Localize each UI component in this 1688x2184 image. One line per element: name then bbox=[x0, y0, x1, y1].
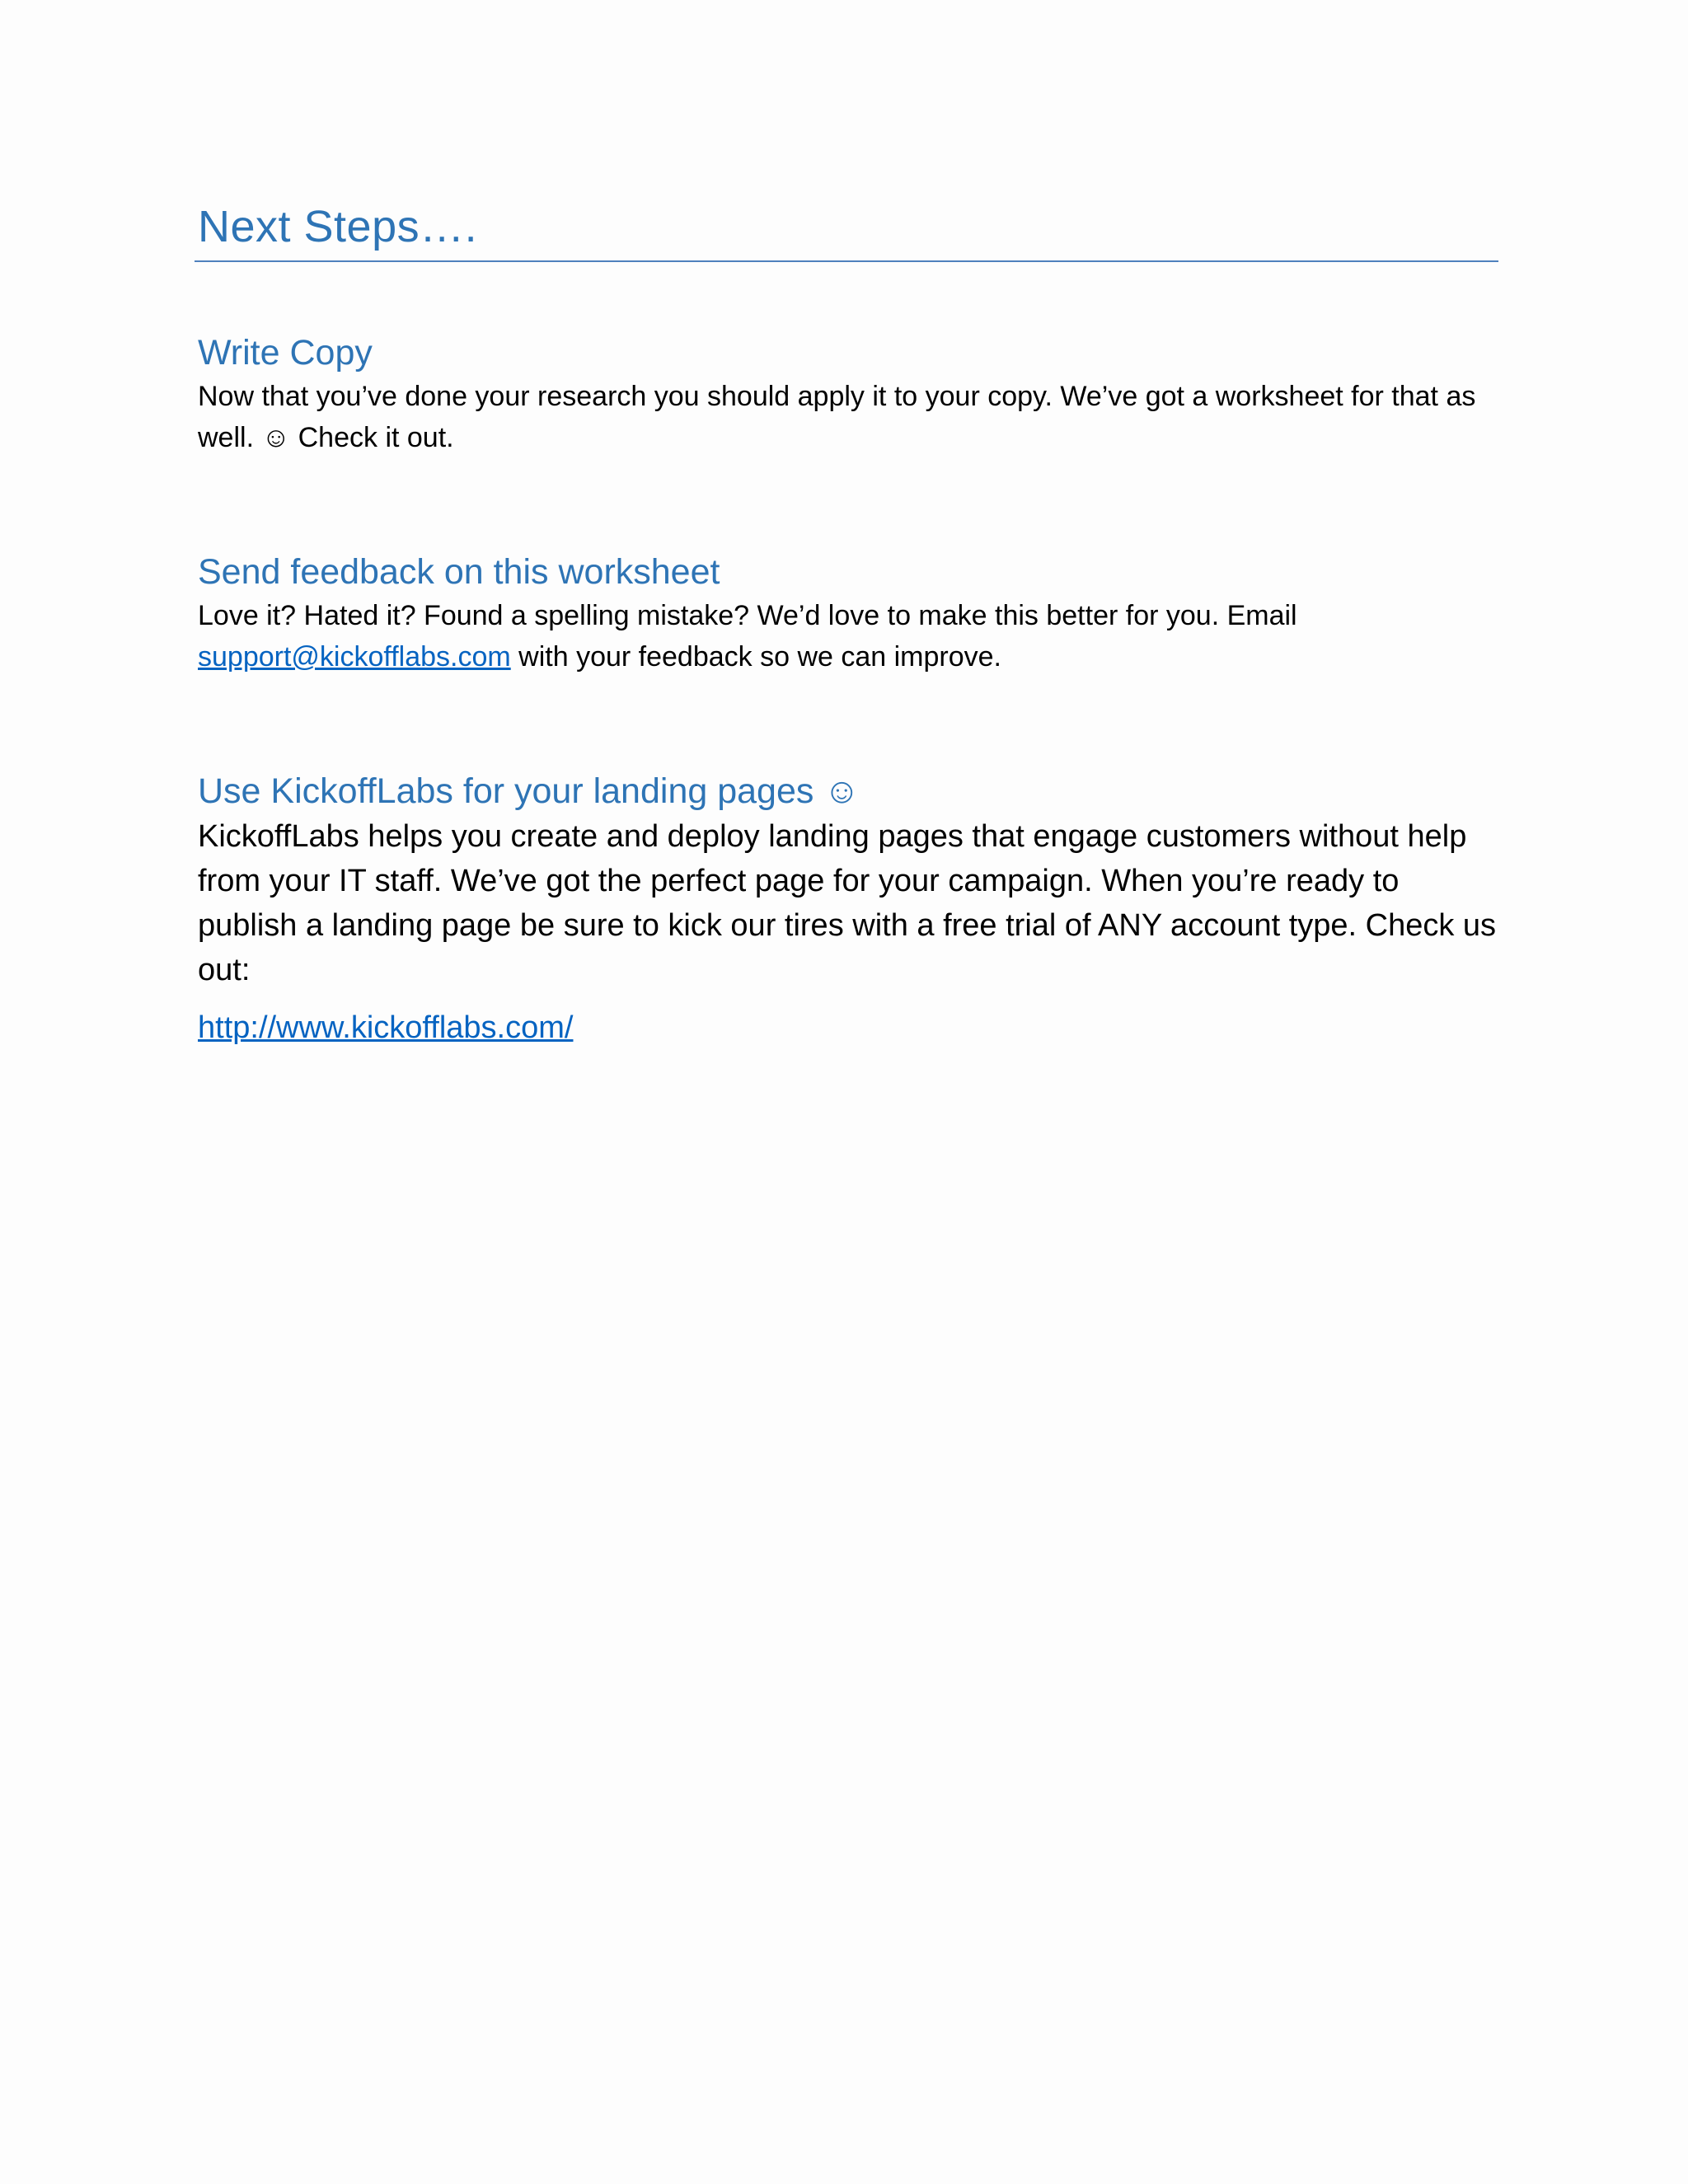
section-feedback bbox=[198, 549, 1497, 677]
section-kickofflabs bbox=[198, 768, 1497, 1050]
section-body-write-copy: Now that you’ve done your research you should apply it to your copy. We’ve got a worksheet for that as well. ☺ Check it out. bbox=[198, 381, 1476, 453]
page-title: Next Steps…. bbox=[198, 202, 478, 251]
feedback-text-before: Love it? Hated it? Found a spelling mistake? We’d love to make this better for you. Email bbox=[198, 600, 1297, 631]
support-email-link[interactable]: support@kickofflabs.com bbox=[198, 641, 511, 673]
kickofflabs-url-line bbox=[198, 1005, 1497, 1050]
kickofflabs-url-link[interactable]: http://www.kickofflabs.com/ bbox=[198, 1010, 574, 1045]
document-content bbox=[198, 198, 1497, 1045]
section-heading-kickofflabs: Use KickoffLabs for your landing pages ☺ bbox=[198, 771, 860, 811]
section-body-feedback bbox=[198, 595, 1497, 677]
section-write-copy bbox=[198, 330, 1497, 458]
section-heading-write-copy: Write Copy bbox=[198, 333, 373, 373]
title-block bbox=[195, 198, 1498, 262]
feedback-text-after: with your feedback so we can improve. bbox=[510, 641, 1002, 673]
section-heading-feedback: Send feedback on this worksheet bbox=[198, 552, 720, 592]
section-body-kickofflabs: KickoffLabs helps you create and deploy landing pages that engage customers without help from your IT staff. We’ve got the perfect page for your campaign. When you’re ready to publish a landing page be sure to kick our tires with a free trial of ANY account type. Check us out: bbox=[198, 819, 1497, 987]
